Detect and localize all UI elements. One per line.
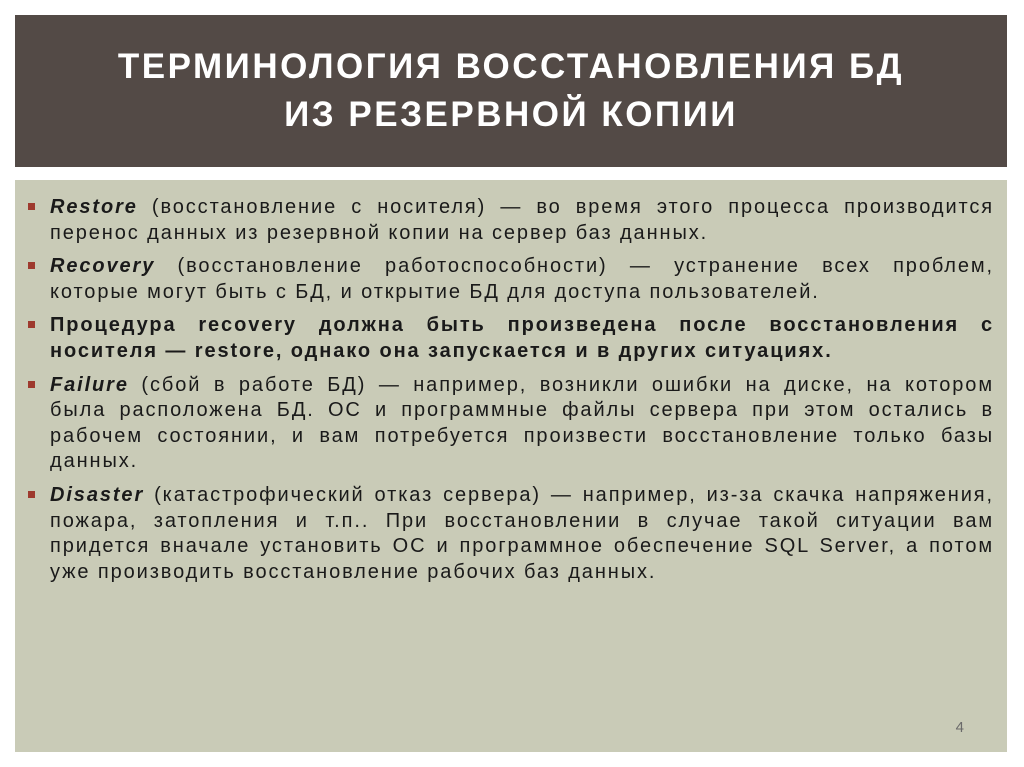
term-disaster: Disaster xyxy=(50,483,145,506)
bullet-item-recovery-procedure xyxy=(28,313,994,364)
slide-title: ТЕРМИНОЛОГИЯ ВОССТАНОВЛЕНИЯ БД ИЗ РЕЗЕРВНОЙ КОПИИ xyxy=(117,47,905,134)
definition-disaster: (катастрофический отказ сервера) — например, из-за скачка напряжения, пожара, затопления и т.п.. При восстановлении в случае такой ситуации вам придется вначале установить ОС и программное обеспечение SQL Server, а потом уже производить восстановление рабочих баз данных. xyxy=(50,483,994,583)
square-bullet-icon xyxy=(28,491,35,498)
square-bullet-icon xyxy=(28,381,35,388)
page-number: 4 xyxy=(955,719,964,736)
bullet-list xyxy=(28,195,994,593)
definition-recovery: (восстановление работоспособности) — устранение всех проблем, которые могут быть с БД, и открытие БД для доступа пользователей. xyxy=(50,255,994,303)
square-bullet-icon xyxy=(28,203,35,210)
term-failure: Failure xyxy=(50,373,129,396)
recovery-procedure-note: Процедура recovery должна быть произведена после восстановления с носителя — restore, однако она запускается и в других ситуациях. xyxy=(50,314,994,362)
term-recovery: Recovery xyxy=(50,255,156,278)
bullet-item-disaster xyxy=(28,483,994,585)
bullet-item-restore xyxy=(28,195,994,246)
square-bullet-icon xyxy=(28,321,35,328)
bullet-item-failure xyxy=(28,373,994,475)
square-bullet-icon xyxy=(28,262,35,269)
definition-restore: (восстановление с носителя) — во время этого процесса производится перенос данных из резервной копии на сервер баз данных. xyxy=(50,196,994,244)
bullet-item-recovery xyxy=(28,254,994,305)
definition-failure: (сбой в работе БД) — например, возникли ошибки на диске, на котором была расположена БД. ОС и программные файлы сервера при этом остались в рабочем состоянии, и вам потребуется произвести восстановление только базы данных. xyxy=(50,373,994,473)
title-bar xyxy=(15,15,1007,167)
term-restore: Restore xyxy=(50,196,138,218)
